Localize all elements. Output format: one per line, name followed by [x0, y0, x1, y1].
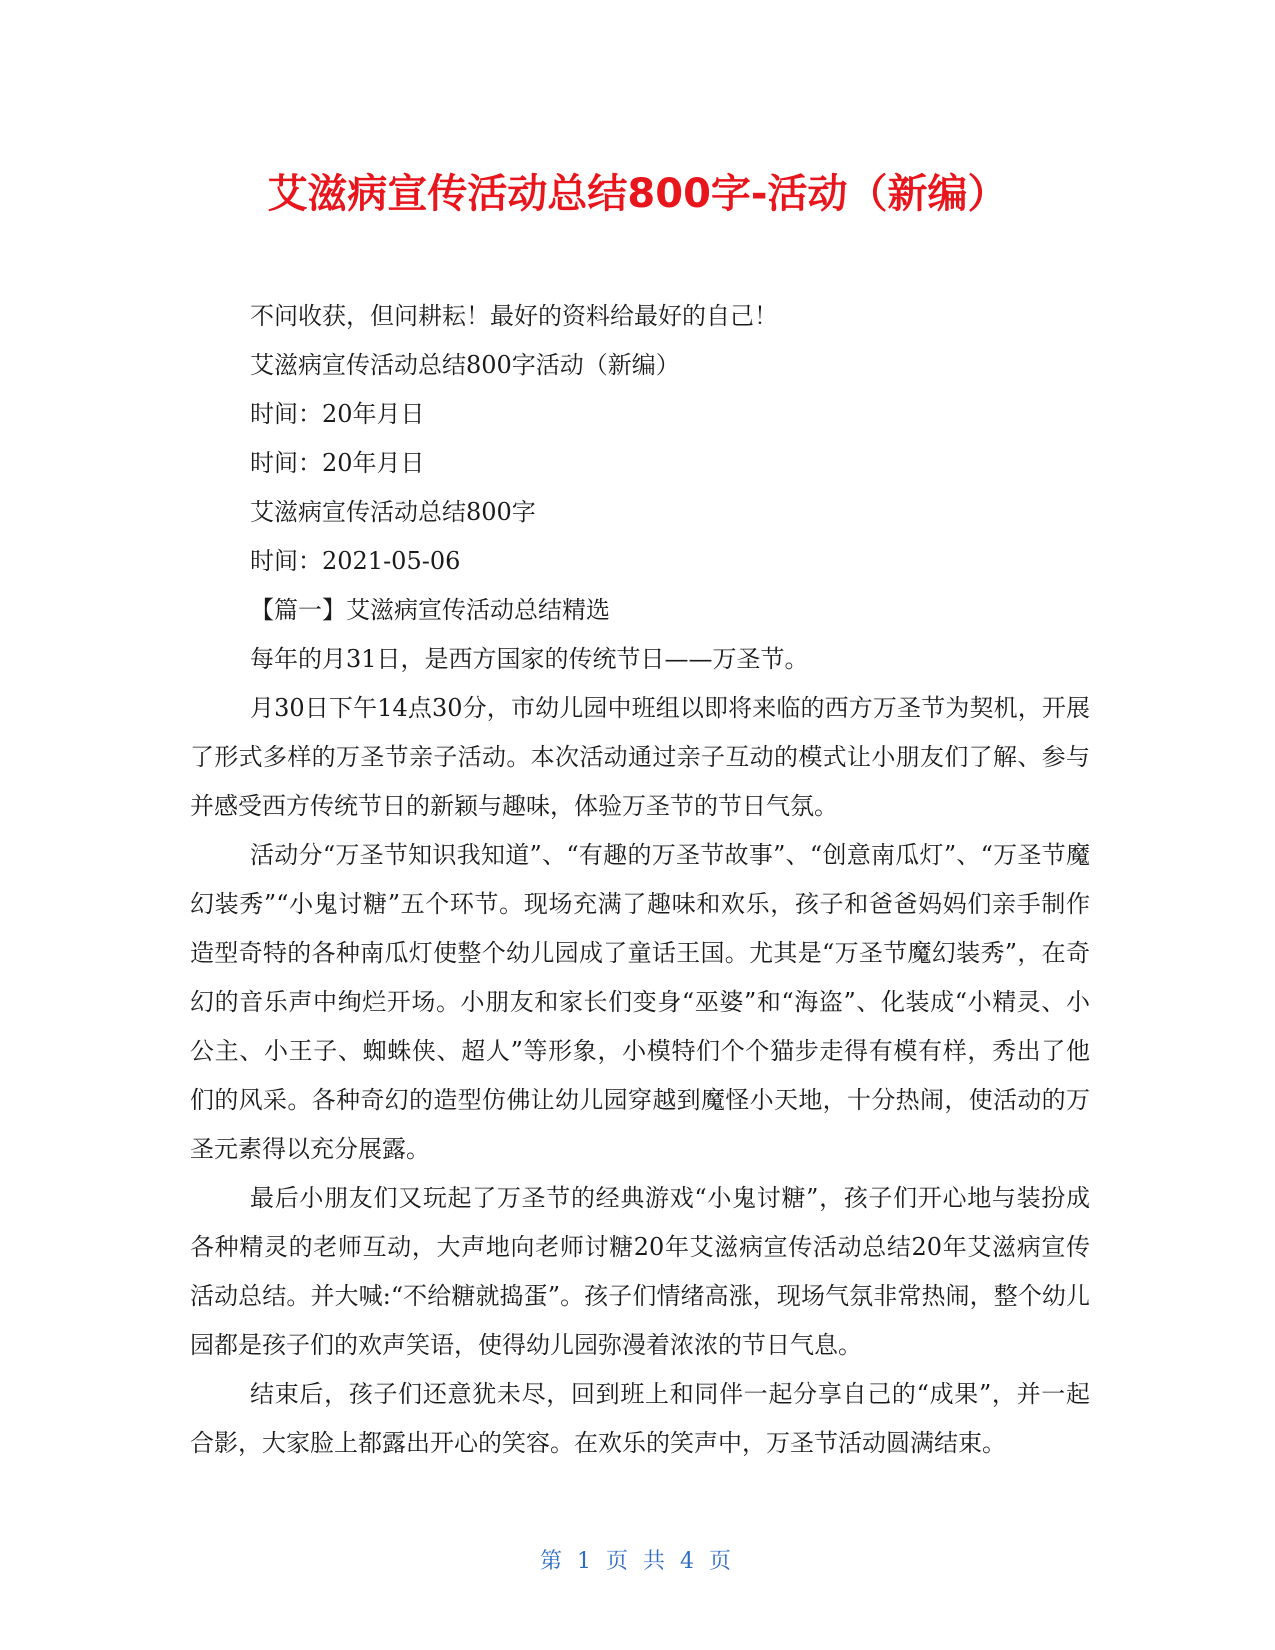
paragraph: 最后小朋友们又玩起了万圣节的经典游戏“小鬼讨糖”，孩子们开心地与装扮成各种精灵的老师互动，大声地向老师讨糖20年艾滋病宣传活动总结20年艾滋病宣传活动总结。并大喊:“不给糖就捣蛋”。孩子们情绪高涨，现场气氛非常热闹，整个幼儿园都是孩子们的欢声笑语，使得幼儿园弥漫着浓浓的节日气息。	[190, 1184, 1090, 1359]
intro-line: 每年的月31日，是西方国家的传统节日——万圣节。	[250, 645, 809, 673]
heading-line: 艾滋病宣传活动总结800字	[250, 498, 536, 526]
paragraph: 月30日下午14点30分，市幼儿园中班组以即将来临的西方万圣节为契机，开展了形式多样的万圣节亲子活动。本次活动通过亲子互动的模式让小朋友们了解、参与并感受西方传统节日的新颖与趣味，体验万圣节的节日气氛。	[190, 694, 1090, 820]
document-title: 艾滋病宣传活动总结800字-活动（新编）	[267, 171, 1008, 217]
page-number-footer: 第 1 页 共 4 页	[540, 1549, 735, 1574]
date-line: 时间：20年月日	[250, 400, 425, 428]
motto-line: 不问收获，但问耕耘！最好的资料给最好的自己！	[250, 302, 778, 330]
document-body	[190, 292, 1090, 1468]
paragraph: 结束后，孩子们还意犹未尽，回到班上和同伴一起分享自己的“成果”，并一起合影，大家脸上都露出开心的笑容。在欢乐的笑声中，万圣节活动圆满结束。	[190, 1380, 1090, 1457]
date-line: 时间：20年月日	[250, 449, 425, 477]
date-line: 时间：2021-05-06	[250, 547, 461, 575]
subtitle-line: 艾滋病宣传活动总结800字活动（新编）	[250, 351, 680, 379]
paragraph: 活动分“万圣节知识我知道”、“有趣的万圣节故事”、“创意南瓜灯”、“万圣节魔幻装秀”“小鬼讨糖”五个环节。现场充满了趣味和欢乐，孩子和爸爸妈妈们亲手制作造型奇特的各种南瓜灯使整个幼儿园成了童话王国。尤其是“万圣节魔幻装秀”，在奇幻的音乐声中绚烂开场。小朋友和家长们变身“巫婆”和“海盗”、化装成“小精灵、小公主、小王子、蜘蛛侠、超人”等形象，小模特们个个猫步走得有模有样，秀出了他们的风采。各种奇幻的造型仿佛让幼儿园穿越到魔怪小天地，十分热闹，使活动的万圣元素得以充分展露。	[190, 841, 1090, 1163]
section-heading: 【篇一】艾滋病宣传活动总结精选	[250, 596, 610, 624]
